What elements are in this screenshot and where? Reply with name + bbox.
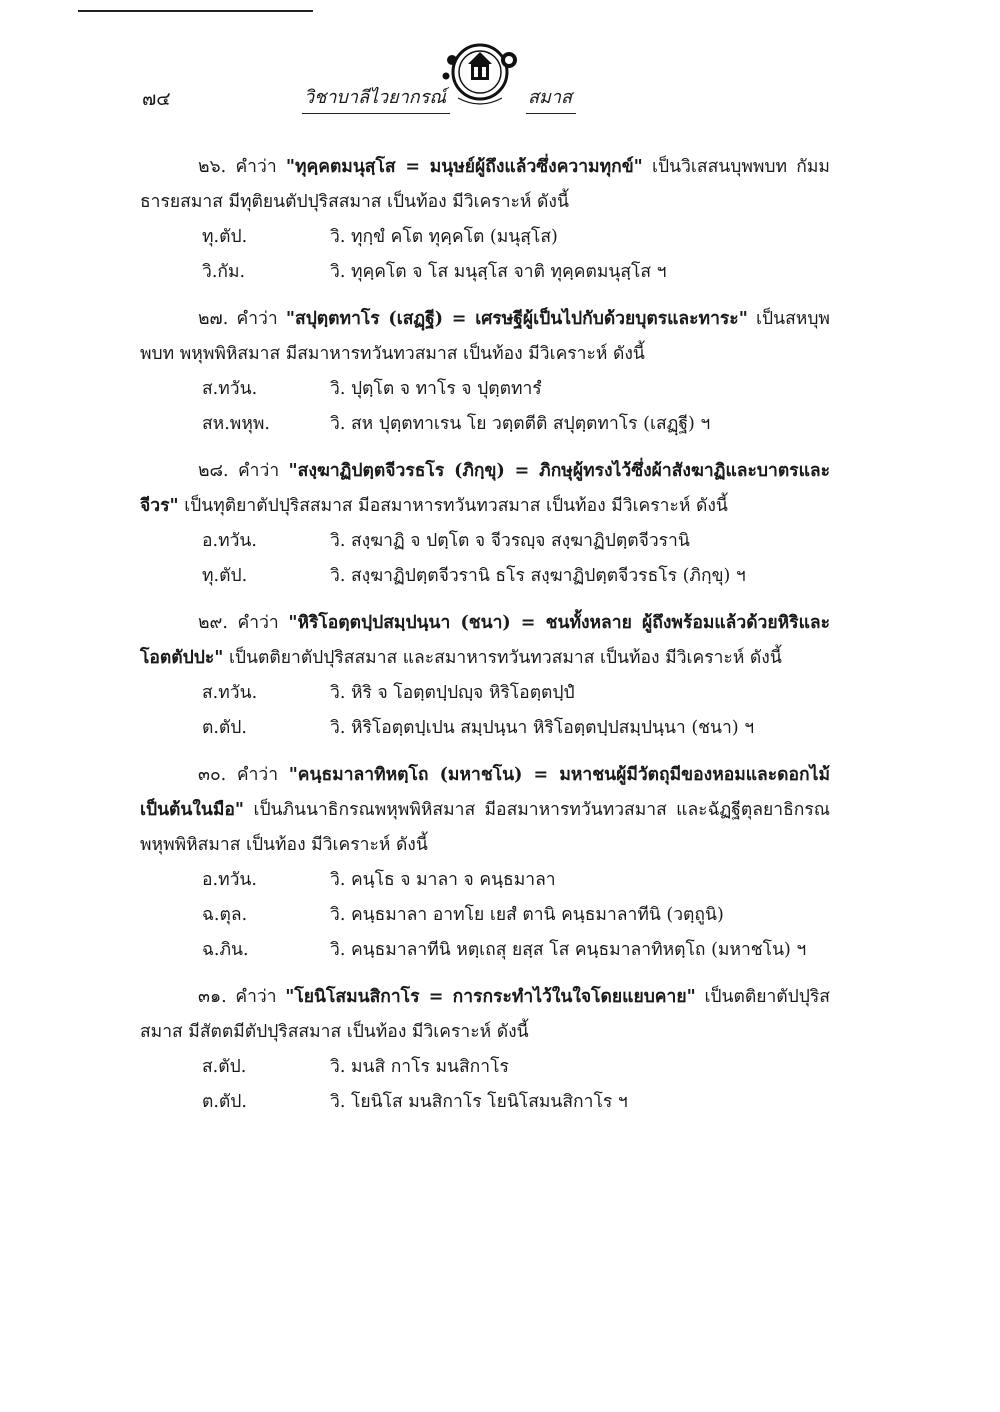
entry-lead: คำว่า <box>236 765 279 785</box>
analysis-row <box>140 559 830 594</box>
analysis-row <box>140 524 830 559</box>
analysis-abbr: อ.ทวัน. <box>202 531 257 551</box>
main-content <box>140 150 830 1132</box>
book-title <box>304 82 446 111</box>
analysis-row <box>140 676 830 711</box>
entry-number: ๒๗. <box>198 309 229 329</box>
analysis-abbr: ฉ.ภิน. <box>202 940 249 960</box>
entry <box>140 758 830 968</box>
analysis-text: วิ. มนสิ กาโร มนสิกาโร <box>330 1057 509 1077</box>
entry-term: "คนฺธมาลาทิหตฺโถ (มหาชโน) = มหาชนผู้มีวัตถุมีของหอมและดอกไม้เป็นต้นในมือ" <box>140 765 830 820</box>
institution-seal-icon <box>438 40 528 120</box>
entry-term: "ทุคฺคตมนุสฺโส = มนุษย์ผู้ถึงแล้วซึ่งความทุกข์" <box>285 157 643 177</box>
analysis-abbr: วิ.กัม. <box>202 262 246 282</box>
entry-paragraph <box>140 758 830 863</box>
entry-number: ๒๖. <box>198 157 227 177</box>
entry <box>140 454 830 594</box>
analysis-abbr: ต.ตัป. <box>202 1092 247 1112</box>
analysis-text: วิ. คนฺธมาลา อาทโย เยสํ ตานิ คนฺธมาลาทีนิ (วตฺถูนิ) <box>330 905 724 925</box>
entry-paragraph <box>140 454 830 524</box>
top-rule <box>78 10 313 12</box>
entry-description: เป็นทุติยาตัปปุริสสมาส มีอสมาหารทวันทวสมาส เป็นท้อง มีวิเคราะห์ ดังนี้ <box>184 496 728 516</box>
analysis-row <box>140 1050 830 1085</box>
entry-description: เป็นสหบุพพบท พหุพพิหิสมาส มีสมาหารทวันทวสมาส เป็นท้อง มีวิเคราะห์ ดังนี้ <box>140 309 830 364</box>
chapter-title-text: สมาส <box>528 87 572 108</box>
analysis-row <box>140 933 830 968</box>
analysis-row <box>140 372 830 407</box>
analysis-text: วิ. ปุตฺโต จ ทาโร จ ปุตฺตทารํ <box>330 379 542 399</box>
analysis-abbr: ต.ตัป. <box>202 718 247 738</box>
entry-description: เป็นตติยาตัปปุริสสมาส และสมาหารทวันทวสมาส เป็นท้อง มีวิเคราะห์ ดังนี้ <box>228 648 782 668</box>
entry-description: เป็นวิเสสนบุพพบท กัมมธารยสมาส มีทุติยนตัปปุริสสมาส เป็นท้อง มีวิเคราะห์ ดังนี้ <box>140 157 830 212</box>
analysis-abbr: สห.พหุพ. <box>202 414 270 434</box>
entry-number: ๒๘. <box>198 461 229 481</box>
entry-term: "หิริโอตฺตปฺปสมฺปนฺนา (ชนา) = ชนทั้งหลาย ผู้ถึงพร้อมแล้วด้วยหิริและโอตตัปปะ" <box>140 613 830 668</box>
entry-lead: คำว่า <box>235 987 277 1007</box>
entry-paragraph <box>140 302 830 372</box>
analysis-row <box>140 407 830 442</box>
entry-lead: คำว่า <box>237 461 280 481</box>
analysis-abbr: ฉ.ตุล. <box>202 905 248 925</box>
analysis-abbr: ส.ตัป. <box>202 1057 247 1077</box>
analysis-abbr: ส.ทวัน. <box>202 683 258 703</box>
analysis-row <box>140 898 830 933</box>
analysis-text: วิ. สงฺฆาฏิ จ ปตฺโต จ จีวรญฺจ สงฺฆาฏิปตฺตจีวรานิ <box>330 531 690 551</box>
entry-number: ๓๐. <box>198 765 227 785</box>
analysis-text: วิ. หิริโอตฺตปฺเปน สมฺปนฺนา หิริโอตฺตปฺปสมฺปนฺนา (ชนา) ฯ <box>330 718 755 738</box>
analysis-text: วิ. ทุคฺคโต จ โส มนุสฺโส จาติ ทุคฺคตมนุสฺโส ฯ <box>330 262 667 282</box>
analysis-text: วิ. หิริ จ โอตฺตปฺปญฺจ หิริโอตฺตปฺปํ <box>330 683 575 703</box>
entry-paragraph <box>140 980 830 1050</box>
analysis-text: วิ. โยนิโส มนสิกาโร โยนิโสมนสิกาโร ฯ <box>330 1092 628 1112</box>
analysis-row <box>140 220 830 255</box>
analysis-row <box>140 1085 830 1120</box>
analysis-row <box>140 711 830 746</box>
analysis-abbr: อ.ทวัน. <box>202 870 257 890</box>
analysis-text: วิ. คนฺธมาลาทีนิ หตฺเถสุ ยสฺส โส คนฺธมาลาทิหตฺโถ (มหาชโน) ฯ <box>330 940 807 960</box>
analysis-text: วิ. สงฺฆาฏิปตฺตจีวรานิ ธโร สงฺฆาฏิปตฺตจีวรธโร (ภิกฺขุ) ฯ <box>330 566 746 586</box>
entry-term: "สงฺฆาฏิปตฺตจีวรธโร (ภิกฺขุ) = ภิกษุผู้ทรงไว้ซึ่งผ้าสังฆาฏิและบาตรและจีวร" <box>140 461 830 516</box>
entry-paragraph <box>140 606 830 676</box>
entry <box>140 606 830 746</box>
entry-term: "โยนิโสมนสิกาโร = การกระทำไว้ในใจโดยแยบคาย" <box>285 987 696 1007</box>
analysis-text: วิ. ทุกฺขํ คโต ทุคฺคโต (มนุสฺโส) <box>330 227 558 247</box>
entry-lead: คำว่า <box>237 613 279 633</box>
entry <box>140 302 830 442</box>
entry-lead: คำว่า <box>236 309 278 329</box>
entry-paragraph <box>140 150 830 220</box>
page-header <box>0 40 1000 120</box>
entry <box>140 980 830 1120</box>
entry-description: เป็นตติยาตัปปุริสสมาส มีสัตตมีตัปปุริสสมาส เป็นท้อง มีวิเคราะห์ ดังนี้ <box>140 987 830 1042</box>
page-number: ๗๔ <box>142 88 171 110</box>
entry-number: ๒๙. <box>198 613 228 633</box>
analysis-text: วิ. สห ปุตฺตทาเรน โย วตฺตตีติ สปุตฺตทาโร (เสฏฺฐี) ฯ <box>330 414 711 434</box>
analysis-row <box>140 255 830 290</box>
analysis-abbr: ทุ.ตัป. <box>202 566 248 586</box>
analysis-row <box>140 863 830 898</box>
entry-term: "สปุตฺตทาโร (เสฏฺฐี) = เศรษฐีผู้เป็นไปกับด้วยบุตรและทาระ" <box>285 309 748 329</box>
entry-number: ๓๑. <box>198 987 227 1007</box>
chapter-title <box>528 82 572 111</box>
entry <box>140 150 830 290</box>
analysis-text: วิ. คนฺโธ จ มาลา จ คนฺธมาลา <box>330 870 556 890</box>
analysis-abbr: ส.ทวัน. <box>202 379 258 399</box>
analysis-abbr: ทุ.ตัป. <box>202 227 248 247</box>
book-title-text: วิชาบาลีไวยากรณ์ <box>304 87 447 108</box>
entry-description: เป็นภินนาธิกรณพหุพพิหิสมาส มีอสมาหารทวันทวสมาส และฉัฏฐีตุลยาธิกรณพหุพพิหิสมาส เป็นท้อง มีวิเคราะห์ ดังนี้ <box>140 800 830 855</box>
entry-lead: คำว่า <box>235 157 277 177</box>
